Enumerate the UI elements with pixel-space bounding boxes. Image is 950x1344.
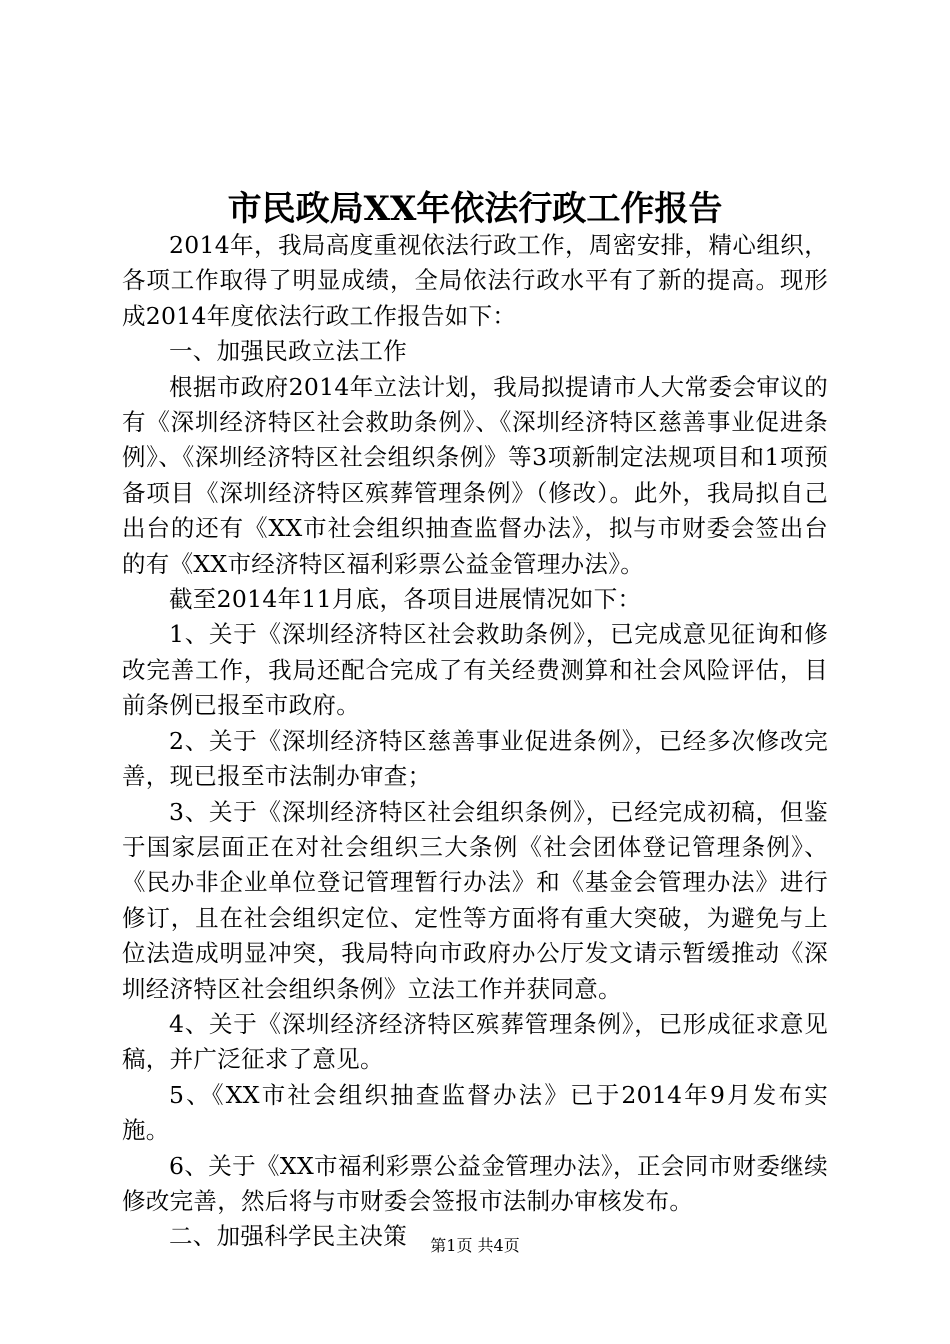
document-title: 市民政局XX年依法行政工作报告	[227, 189, 723, 229]
progress-item-4: 4、关于《深圳经济经济特区殡葬管理条例》，已形成征求意见稿，并广泛征求了意见。	[122, 1009, 828, 1074]
section-heading-decision: 二、加强科学民主决策	[169, 1222, 407, 1251]
progress-item-2: 2、关于《深圳经济特区慈善事业促进条例》，已经多次修改完善，现已报至市法制办审查；	[122, 726, 828, 791]
document-body	[122, 228, 828, 1255]
section-heading-legislation: 一、加强民政立法工作	[169, 337, 407, 366]
intro-paragraph: 2014年，我局高度重视依法行政工作，周密安排，精心组织，各项工作取得了明显成绩，全局依法行政水平有了新的提高。现形成2014年度依法行政工作报告如下：	[122, 231, 828, 330]
progress-item-5: 5、《XX市社会组织抽查监督办法》已于2014年9月发布实施。	[122, 1080, 828, 1145]
progress-item-6: 6、关于《XX市福利彩票公益金管理办法》，正会同市财委继续修改完善，然后将与市财委会签报市法制办审核发布。	[122, 1151, 828, 1215]
legislation-plan-paragraph: 根据市政府2014年立法计划，我局拟提请市人大常委会审议的有《深圳经济特区社会救助条例》、《深圳经济特区慈善事业促进条例》、《深圳经济特区社会组织条例》等3项新制定法规项目和1项预备项目《深圳经济特区殡葬管理条例》（修改）。此外，我局拟自己出台的还有《XX市社会组织抽查监督办法》，拟与市财委会签出台的有《XX市经济特区福利彩票公益金管理办法》。	[122, 372, 828, 578]
page-number-footer: 第1页 共4页	[430, 1236, 520, 1255]
progress-item-1: 1、关于《深圳经济特区社会救助条例》，已完成意见征询和修改完善工作，我局还配合完成了有关经费测算和社会风险评估，目前条例已报至市政府。	[122, 620, 828, 720]
progress-item-3: 3、关于《深圳经济特区社会组织条例》，已经完成初稿，但鉴于国家层面正在对社会组织三大条例《社会团体登记管理条例》、《民办非企业单位登记管理暂行办法》和《基金会管理办法》进行修订，且在社会组织定位、定性等方面将有重大突破，为避免与上位法造成明显冲突，我局特向市政府办公厅发文请示暂缓推动《深圳经济特区社会组织条例》立法工作并获同意。	[122, 797, 828, 1003]
progress-intro-paragraph: 截至2014年11月底，各项目进展情况如下：	[169, 585, 642, 614]
